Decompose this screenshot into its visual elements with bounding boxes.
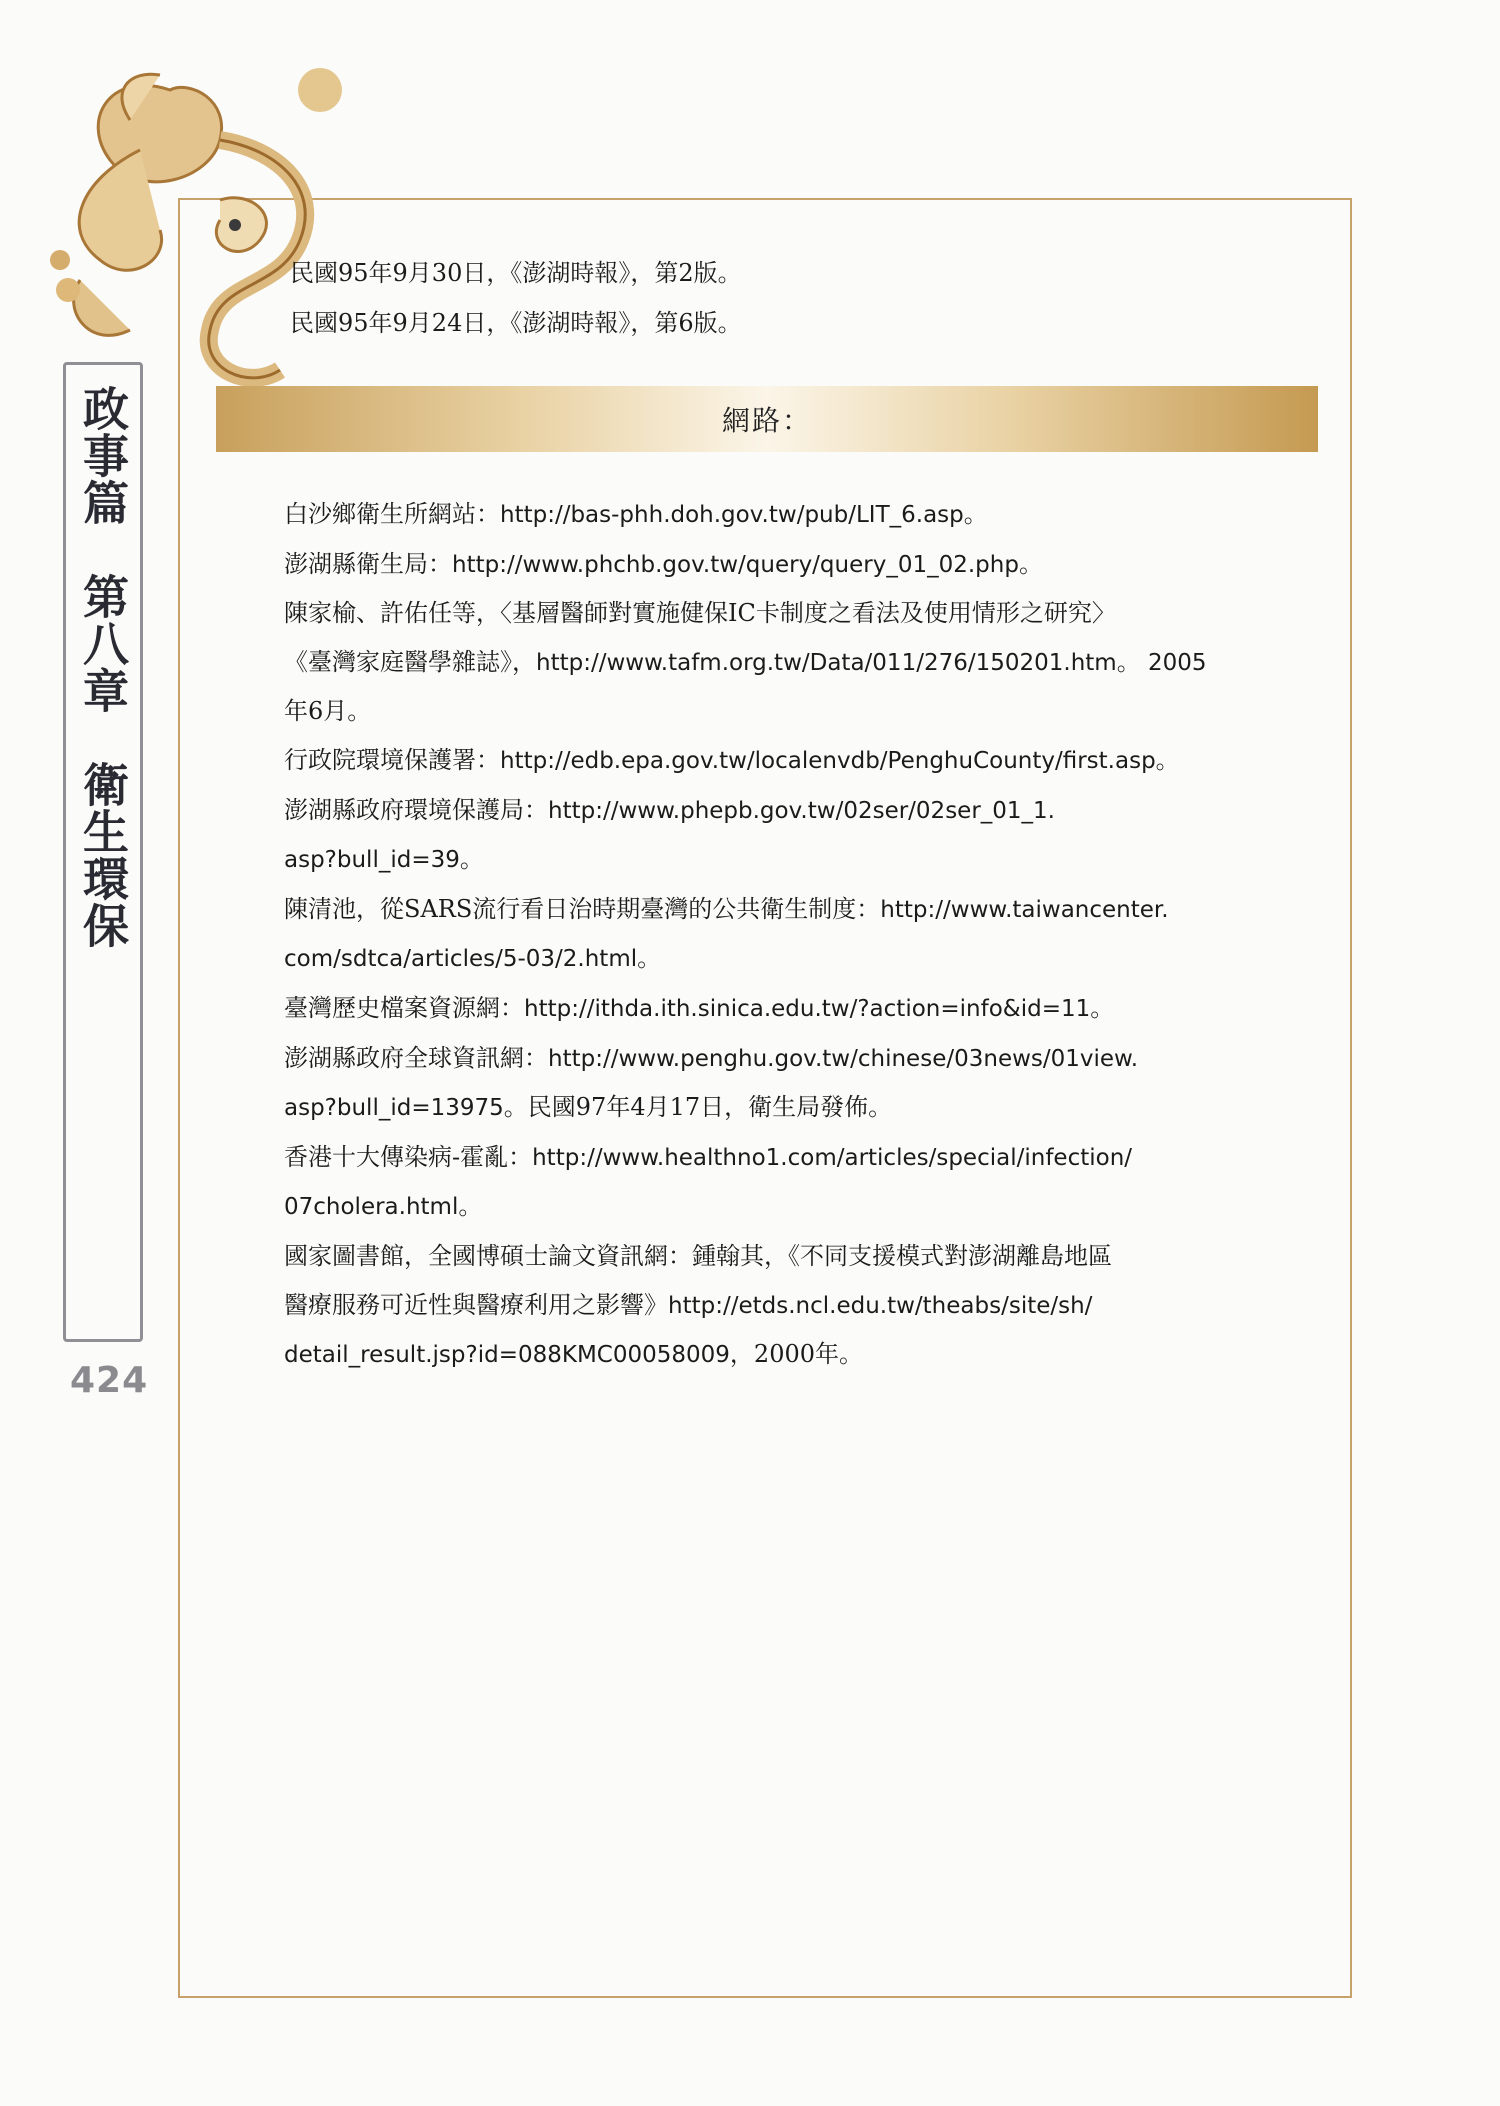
reference-line	[284, 786, 1314, 836]
reference-line	[284, 736, 1314, 786]
reference-text: 陳清池，從SARS流行看日治時期臺灣的公共衛生制度：	[284, 894, 881, 923]
reference-item	[284, 984, 1314, 1034]
reference-text: 。	[637, 944, 662, 973]
reference-text: 。	[1155, 745, 1180, 774]
reference-line	[284, 589, 1314, 638]
reference-url: asp?bull_id=39	[284, 847, 460, 874]
reference-item	[284, 1133, 1314, 1232]
reference-url: http://www.healthno1.com/articles/special/infection/	[532, 1144, 1133, 1171]
reference-url: http://ithda.ith.sinica.edu.tw/?action=info&id=11	[524, 995, 1091, 1022]
reference-line	[284, 1083, 1314, 1133]
reference-url: http://www.tafm.org.tw/Data/011/276/150201.htm	[536, 649, 1117, 676]
reference-text: 。民國97年4月17日，衛生局發佈。	[503, 1093, 893, 1122]
page-number: 424	[70, 1360, 149, 1401]
chapter-title: 政事篇 第八章 衛生環保	[76, 385, 130, 949]
reference-text: 。	[963, 500, 988, 528]
reference-url: com/sdtca/articles/5-03/2.html	[284, 946, 638, 973]
reference-text: 陳家榆、許佑任等，〈基層醫師對實施健保IC卡制度之看法及使用情形之研究〉	[284, 599, 1116, 628]
reference-line	[284, 687, 1314, 736]
reference-url: http://edb.epa.gov.tw/localenvdb/PenghuCounty/first.asp	[500, 747, 1156, 774]
reference-text: 香港十大傳染病-霍亂：	[284, 1142, 533, 1171]
reference-line	[284, 835, 1314, 885]
reference-url: asp?bull_id=13975	[284, 1095, 504, 1122]
reference-line	[284, 1034, 1314, 1084]
reference-line	[284, 1232, 1314, 1281]
chapter-sidebar	[63, 362, 143, 1342]
reference-item	[284, 736, 1314, 786]
reference-line	[284, 1133, 1314, 1183]
section-banner	[216, 386, 1318, 452]
reference-url: http://etds.ncl.edu.tw/theabs/site/sh/	[668, 1292, 1093, 1319]
reference-url: 2005	[1140, 649, 1207, 676]
reference-text: 澎湖縣衛生局：	[284, 549, 452, 578]
reference-item	[284, 589, 1314, 736]
reference-url: 07cholera.html	[284, 1194, 459, 1221]
reference-url: http://www.taiwancenter.	[880, 896, 1169, 923]
reference-list	[284, 490, 1314, 1380]
newspaper-ref: 民國95年9月24日，《澎湖時報》，第6版。	[290, 309, 742, 337]
reference-text: 澎湖縣政府全球資訊網：	[284, 1043, 548, 1072]
reference-line	[284, 984, 1314, 1034]
reference-text: 國家圖書館，全國博碩士論文資訊網：鍾翰其，《不同支援模式對澎湖離島地區	[284, 1241, 1112, 1270]
reference-line	[284, 885, 1314, 935]
reference-url: http://bas-phh.doh.gov.tw/pub/LIT_6.asp	[500, 502, 964, 528]
reference-line	[284, 540, 1314, 590]
reference-text: 。	[459, 845, 484, 874]
reference-line	[284, 1330, 1314, 1380]
reference-text: 年6月。	[284, 697, 372, 726]
reference-line	[284, 934, 1314, 984]
reference-text: 澎湖縣政府環境保護局：	[284, 795, 548, 824]
reference-text: 《臺灣家庭醫學雜誌》，	[284, 647, 536, 676]
reference-text: 。	[458, 1192, 483, 1221]
reference-text: 。	[1018, 549, 1043, 578]
reference-text: ，2000年。	[729, 1340, 863, 1369]
reference-line	[284, 1281, 1314, 1331]
reference-item	[284, 885, 1314, 984]
reference-url: http://www.phepb.gov.tw/02ser/02ser_01_1.	[548, 797, 1055, 824]
reference-text: 白沙鄉衛生所網站：	[284, 500, 500, 528]
reference-line	[284, 490, 1314, 540]
reference-item	[284, 540, 1314, 590]
top-references	[290, 248, 742, 348]
reference-item	[284, 786, 1314, 885]
reference-url: http://www.phchb.gov.tw/query/query_01_02.php	[452, 551, 1019, 578]
reference-item	[284, 1034, 1314, 1133]
reference-text: 行政院環境保護署：	[284, 745, 500, 774]
reference-url: detail_result.jsp?id=088KMC00058009	[284, 1342, 730, 1369]
reference-line	[284, 1182, 1314, 1232]
newspaper-ref: 民國95年9月30日，《澎湖時報》，第2版。	[290, 259, 742, 287]
reference-item	[284, 1232, 1314, 1380]
section-heading: 網路：	[721, 404, 812, 437]
reference-line	[284, 638, 1314, 688]
reference-url: http://www.penghu.gov.tw/chinese/03news/01view.	[548, 1045, 1139, 1072]
reference-text: 臺灣歷史檔案資源網：	[284, 993, 524, 1022]
dragon-ornament	[20, 30, 380, 410]
reference-text: 醫療服務可近性與醫療利用之影響》	[284, 1290, 668, 1319]
reference-text: 。	[1116, 647, 1141, 676]
reference-text: 。	[1090, 993, 1115, 1022]
reference-item	[284, 490, 1314, 540]
